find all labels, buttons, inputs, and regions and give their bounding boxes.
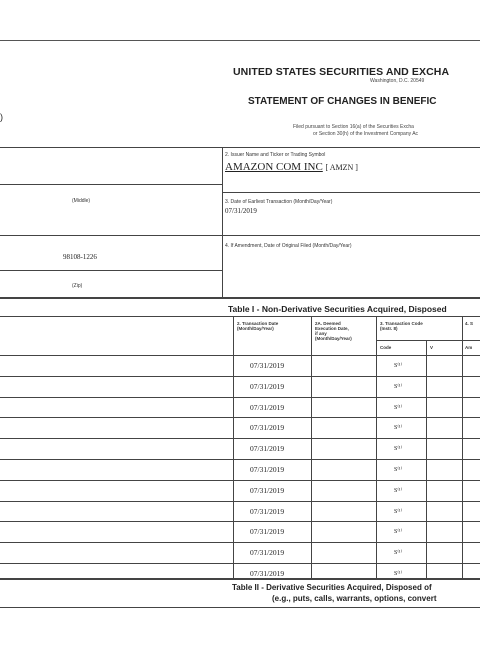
table2-rule xyxy=(0,607,480,608)
row-transaction-date: 07/31/2019 xyxy=(250,361,285,370)
table-row-rule xyxy=(0,397,480,398)
table-row-rule xyxy=(0,438,480,439)
col-4-sub: Am xyxy=(465,345,473,350)
top-rule xyxy=(0,40,480,41)
zip-label: (Zip) xyxy=(72,283,83,289)
form-title: UNITED STATES SECURITIES AND EXCHA xyxy=(233,66,450,78)
table2-subtitle: (e.g., puts, calls, warrants, options, convert xyxy=(272,594,437,603)
box-divider xyxy=(222,147,223,297)
table-row-rule xyxy=(0,542,480,543)
zip-value: 98108-1226 xyxy=(63,253,97,261)
form-subtitle: STATEMENT OF CHANGES IN BENEFIC xyxy=(248,96,437,107)
table-row-rule xyxy=(0,480,480,481)
col-deemed-line4: (Month/Day/Year) xyxy=(315,336,352,341)
row-transaction-date: 07/31/2019 xyxy=(250,465,285,474)
col-code-line2: (Instr. 8) xyxy=(380,326,398,331)
row-transaction-code: S⁽¹⁾ xyxy=(394,425,403,432)
amendment-label: 4. If Amendment, Date of Original Filed (Month/Day/Year) xyxy=(225,243,352,249)
col-code-sub: Code xyxy=(380,345,392,350)
table1-title-rule xyxy=(0,316,480,317)
row-transaction-date: 07/31/2019 xyxy=(250,444,285,454)
row-transaction-date: 07/31/2019 xyxy=(250,485,285,495)
issuer-label: 2. Issuer Name and Ticker or Trading Symbol xyxy=(225,152,326,158)
middle-name-label: (Middle) xyxy=(72,198,91,204)
table1-top-rule xyxy=(0,297,480,299)
table-row-rule xyxy=(0,355,480,356)
box-rule-2 xyxy=(0,235,480,236)
right-box-rule-1 xyxy=(222,192,480,193)
row-transaction-code: S⁽¹⁾ xyxy=(394,487,403,494)
row-transaction-code: S⁽¹⁾ xyxy=(394,467,403,473)
table-row-rule xyxy=(0,563,480,564)
row-transaction-code: S⁽¹⁾ xyxy=(394,404,403,411)
filed-pursuant-line2: or Section 30(h) of the Investment Company Ac xyxy=(313,131,419,137)
table-row-rule xyxy=(0,521,480,522)
col-deemed-line1: 2A. Deemed xyxy=(315,321,341,326)
earliest-date-label: 3. Date of Earliest Transaction (Month/Day/Year) xyxy=(225,199,333,205)
filed-pursuant-line1: Filed pursuant to Section 16(a) of the Securities Excha xyxy=(293,124,414,130)
table1-code-subrule xyxy=(376,340,480,341)
box-top-rule xyxy=(0,147,480,148)
col-deemed-line3: if any xyxy=(315,331,327,336)
earliest-date-value: 07/31/2019 xyxy=(225,207,257,215)
col-v-sub: V xyxy=(430,345,434,350)
row-transaction-date: 07/31/2019 xyxy=(250,569,285,578)
row-transaction-code: S⁽¹⁾ xyxy=(394,550,403,557)
row-transaction-code: S⁽¹⁾ xyxy=(394,508,403,515)
row-transaction-date: 07/31/2019 xyxy=(250,506,285,516)
table2-top-rule xyxy=(0,578,480,580)
row-transaction-date: 07/31/2019 xyxy=(250,423,285,433)
row-transaction-code: S⁽¹⁾ xyxy=(394,529,403,536)
col-date-line2: (Month/Day/Year) xyxy=(237,326,274,331)
row-transaction-date: 07/31/2019 xyxy=(250,527,285,537)
row-transaction-code: S⁽¹⁾ xyxy=(394,383,403,390)
left-margin-mark: ) xyxy=(0,112,3,122)
left-box-rule-1 xyxy=(0,184,222,185)
table1-title: Table I - Non-Derivative Securities Acquired, Disposed xyxy=(228,304,447,314)
col-date-line1: 2. Transaction Date xyxy=(237,321,279,326)
col-deemed-date xyxy=(315,321,352,341)
table2-title: Table II - Derivative Securities Acquired, Disposed of xyxy=(232,583,432,592)
table-row-rule xyxy=(0,376,480,377)
table-row-rule xyxy=(0,417,480,418)
row-transaction-date: 07/31/2019 xyxy=(250,548,285,558)
col-code-line1: 3. Transaction Code xyxy=(380,321,423,326)
col-transaction-date xyxy=(237,321,278,331)
col-transaction-code xyxy=(380,321,423,331)
col-deemed-line2: Execution Date, xyxy=(315,326,349,331)
row-transaction-date: 07/31/2019 xyxy=(250,381,285,391)
left-box-rule-3 xyxy=(0,270,222,271)
row-transaction-code: S⁽¹⁾ xyxy=(394,363,403,369)
issuer-name-field xyxy=(225,161,358,173)
table-row-rule xyxy=(0,501,480,502)
col-4: 4. S xyxy=(465,321,474,326)
row-transaction-code: S⁽¹⁾ xyxy=(394,571,403,577)
row-transaction-date: 07/31/2019 xyxy=(250,402,285,412)
row-transaction-code: S⁽¹⁾ xyxy=(394,446,403,453)
ticker-symbol: [ AMZN ] xyxy=(325,163,358,172)
form-location: Washington, D.C. 20549 xyxy=(370,78,425,84)
table-row-rule xyxy=(0,459,480,460)
issuer-name: AMAZON COM INC xyxy=(225,161,323,173)
